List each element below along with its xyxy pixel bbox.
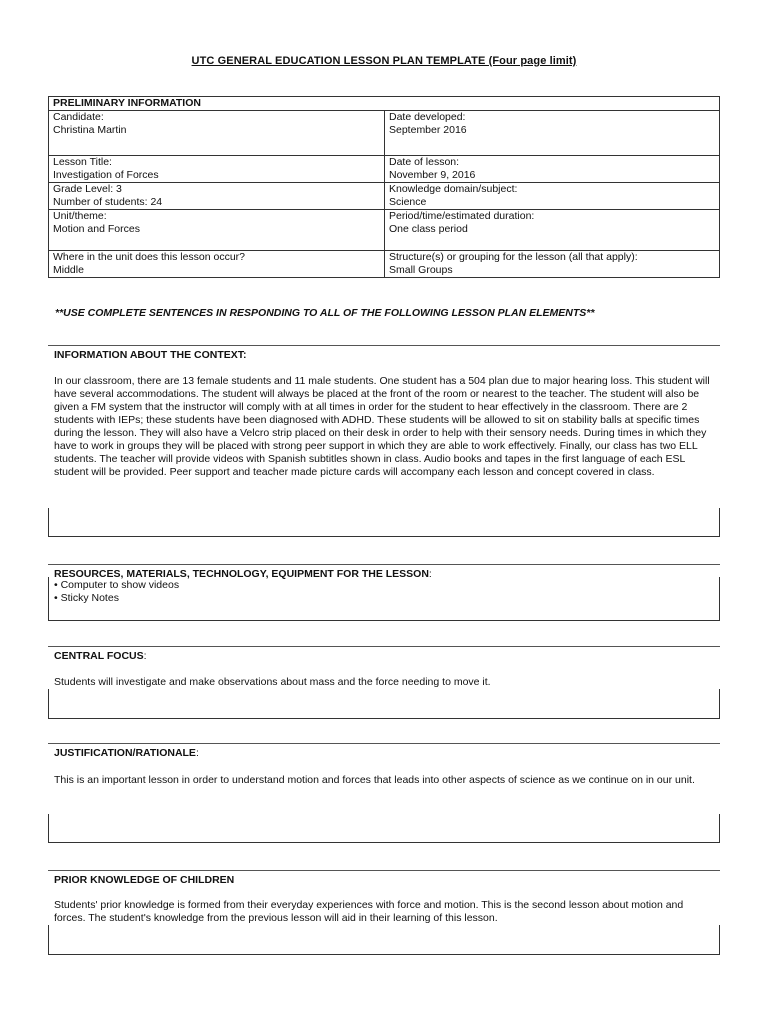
instruction-banner: **USE COMPLETE SENTENCES IN RESPONDING TO ALL OF THE FOLLOWING LESSON PLAN ELEMENTS** (55, 307, 595, 319)
context-heading (48, 345, 720, 361)
date-developed-cell (385, 111, 720, 156)
number-of-students: Number of students: 24 (53, 196, 163, 208)
resources-answer-box (48, 577, 720, 621)
duration-label: Period/time/estimated duration: (389, 210, 535, 222)
grouping-value: Small Groups (389, 264, 453, 276)
grade-level-cell (49, 183, 385, 210)
preliminary-info-table (48, 96, 720, 278)
preliminary-header: PRELIMINARY INFORMATION (49, 97, 720, 111)
knowledge-domain-label: Knowledge domain/subject: (389, 183, 518, 195)
resources-heading-colon: : (428, 568, 432, 580)
knowledge-domain-cell (385, 183, 720, 210)
candidate-value: Christina Martin (53, 124, 127, 136)
central-focus-text: Students will investigate and make observations about mass and the force needing to move it. (54, 676, 491, 688)
date-developed-label: Date developed: (389, 111, 466, 123)
date-of-lesson-cell (385, 156, 720, 183)
grade-level-label: Grade Level: 3 (53, 183, 122, 195)
unit-position-label: Where in the unit does this lesson occur? (53, 251, 246, 263)
candidate-cell (49, 111, 385, 156)
unit-theme-label: Unit/theme: (53, 210, 107, 222)
lesson-title-cell (49, 156, 385, 183)
justification-heading-colon: : (195, 747, 199, 759)
date-of-lesson-value: November 9, 2016 (389, 169, 476, 181)
context-heading-text: INFORMATION ABOUT THE CONTEXT: (54, 349, 247, 361)
knowledge-domain-value: Science (389, 196, 427, 208)
document-title: UTC GENERAL EDUCATION LESSON PLAN TEMPLATE (Four page limit) (191, 55, 577, 67)
central-focus-heading-text: CENTRAL FOCUS (54, 650, 144, 662)
context-text: In our classroom, there are 13 female students and 11 male students. One student has a 504 plan due to major hearing loss. This student will have several accommodations. The student will always be placed at the front of the room or nearest to the teacher. The student will also be given a FM system that the instructor will comply with at all times in order for the student to hear effectively in the classroom. There are 2 students with IEPs; these students have been diagnosed with ADHD. These students will be allowed to sit on stability balls at specific times during the lesson. They will also have a Velcro strip placed on their desk in order to help with their sensory needs. During times in which they have to work in groups they will be placed with strong peer support in which they are able to work effectively. Finally, our class has two ELL students. The teacher will provide videos with Spanish subtitles shown in class. Audio books and tapes in the first language of each ESL student will be provided. Peer support and teacher made picture cards will accompany each lesson and concept covered in class. (54, 375, 710, 478)
duration-cell (385, 210, 720, 251)
prior-knowledge-text: Students' prior knowledge is formed from their everyday experiences with force and motion. This is the second lesson about motion and forces. The student's knowledge from the previous lesson will aid in their learning of this lesson. (54, 899, 684, 924)
grouping-label: Structure(s) or grouping for the lesson (all that apply): (389, 251, 638, 263)
duration-value: One class period (389, 223, 468, 235)
context-answer-box (48, 508, 720, 537)
list-item: • Computer to show videos (54, 579, 180, 591)
prior-knowledge-heading (48, 870, 720, 886)
prior-knowledge-heading-text: PRIOR KNOWLEDGE OF CHILDREN (54, 874, 235, 886)
lesson-title-value: Investigation of Forces (53, 169, 159, 181)
central-focus-heading-colon: : (143, 650, 147, 662)
prior-knowledge-answer-box (48, 925, 720, 955)
lesson-title-label: Lesson Title: (53, 156, 112, 168)
unit-position-value: Middle (53, 264, 84, 276)
unit-theme-cell (49, 210, 385, 251)
central-focus-answer-box (48, 689, 720, 719)
resources-heading-text: RESOURCES, MATERIALS, TECHNOLOGY, EQUIPMENT FOR THE LESSON (54, 568, 429, 580)
justification-heading-text: JUSTIFICATION/RATIONALE (54, 747, 196, 759)
list-item: • Sticky Notes (54, 592, 119, 604)
justification-heading (48, 743, 720, 759)
date-developed-value: September 2016 (389, 124, 467, 136)
candidate-label: Candidate: (53, 111, 104, 123)
grouping-cell (385, 251, 720, 278)
date-of-lesson-label: Date of lesson: (389, 156, 460, 168)
central-focus-heading (48, 646, 720, 662)
justification-text: This is an important lesson in order to understand motion and forces that leads into other aspects of science as we continue on in our unit. (54, 774, 695, 786)
unit-theme-value: Motion and Forces (53, 223, 140, 235)
unit-position-cell (49, 251, 385, 278)
justification-answer-box (48, 814, 720, 843)
